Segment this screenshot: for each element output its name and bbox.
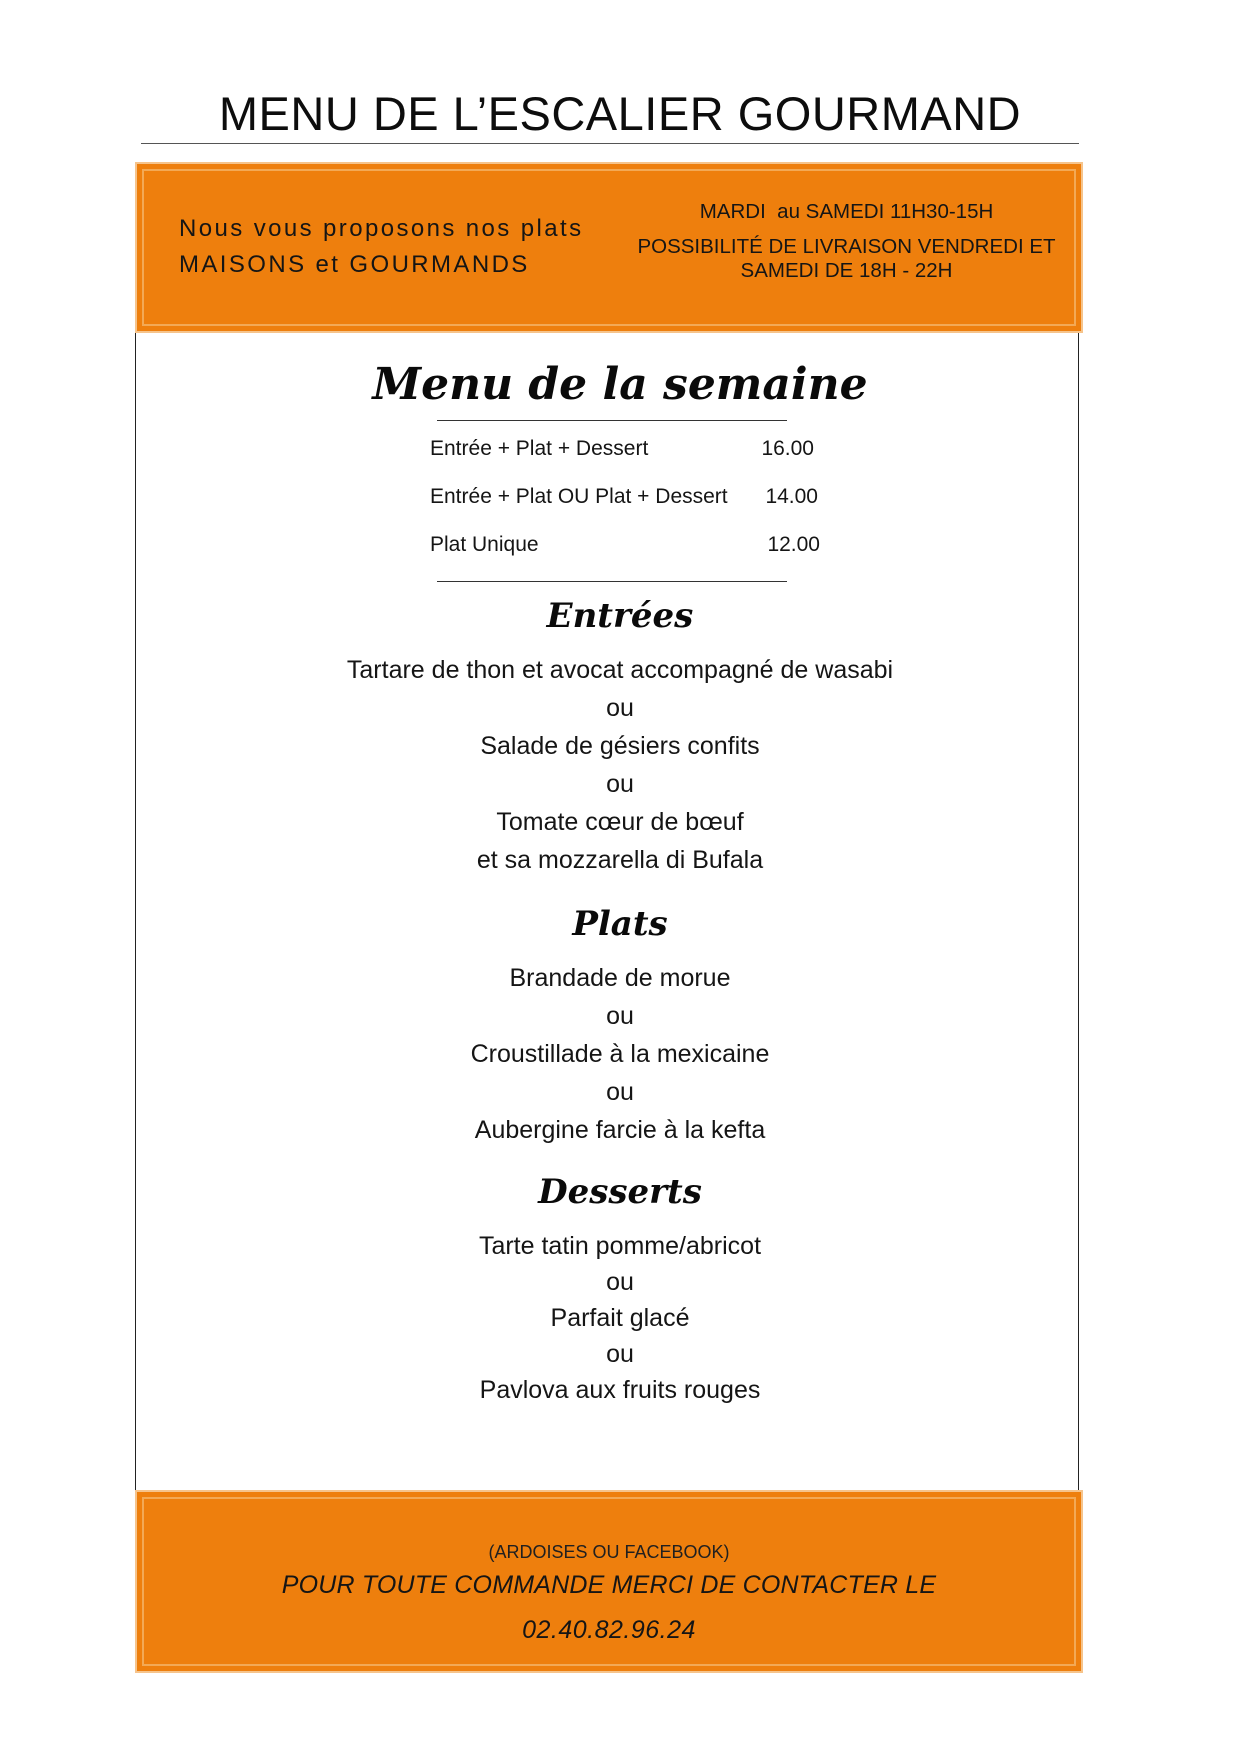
intro-line-2: MAISONS et GOURMANDS [179,251,530,278]
formula-label: Entrée + Plat OU Plat + Dessert [430,485,728,508]
plats-heading: Plats [572,904,668,944]
formula-row [430,485,820,513]
header-banner [142,169,1076,326]
plat-item: Croustillade à la mexicaine [470,1040,770,1068]
desserts-heading: Desserts [538,1172,702,1212]
opening-hours: MARDI au SAMEDI 11H30-15H [699,200,994,223]
delivery-line-2: SAMEDI DE 18H - 22H [740,259,953,282]
page-title: MENU DE L’ESCALIER GOURMAND [218,87,1022,140]
dessert-item: Tarte tatin pomme/abricot [478,1232,762,1260]
entree-item: Salade de gésiers confits [480,732,760,760]
entree-item-detail: et sa mozzarella di Bufala [476,846,764,874]
formula-row [430,437,820,465]
entree-separator: ou [606,770,634,798]
formula-row [430,533,820,561]
intro-line-1: Nous vous proposons nos plats [179,215,584,242]
dessert-separator: ou [606,1340,634,1368]
formula-price: 14.00 [765,485,818,508]
phone-number[interactable]: 02.40.82.96.24 [522,1616,696,1644]
plat-separator: ou [606,1078,634,1106]
plat-separator: ou [606,1002,634,1030]
entree-item: Tomate cœur de bœuf [496,808,744,836]
dessert-separator: ou [606,1268,634,1296]
dessert-item: Parfait glacé [550,1304,690,1332]
order-contact-text: POUR TOUTE COMMANDE MERCI DE CONTACTER LE [281,1571,937,1599]
entree-item: Tartare de thon et avocat accompagné de wasabi [346,656,894,684]
week-menu-rule-top [437,420,787,421]
order-channels-note: (ARDOISES OU FACEBOOK) [488,1542,730,1562]
dessert-item: Pavlova aux fruits rouges [479,1376,761,1404]
plat-item: Brandade de morue [509,964,731,992]
entree-separator: ou [606,694,634,722]
formula-label: Entrée + Plat + Dessert [430,437,649,460]
opening-info [624,200,1069,283]
delivery-line-1: POSSIBILITÉ DE LIVRAISON VENDREDI ET [637,235,1056,258]
formula-price: 16.00 [761,437,814,460]
entrees-heading: Entrées [546,596,694,636]
week-menu-rule-bottom [437,581,787,582]
formula-price: 12.00 [767,533,820,556]
intro-text [179,211,619,283]
footer-banner [142,1497,1076,1666]
plat-item: Aubergine farcie à la kefta [474,1116,766,1144]
week-menu-heading: Menu de la semaine [372,359,868,410]
formula-label: Plat Unique [430,533,539,556]
title-underline [141,143,1079,144]
